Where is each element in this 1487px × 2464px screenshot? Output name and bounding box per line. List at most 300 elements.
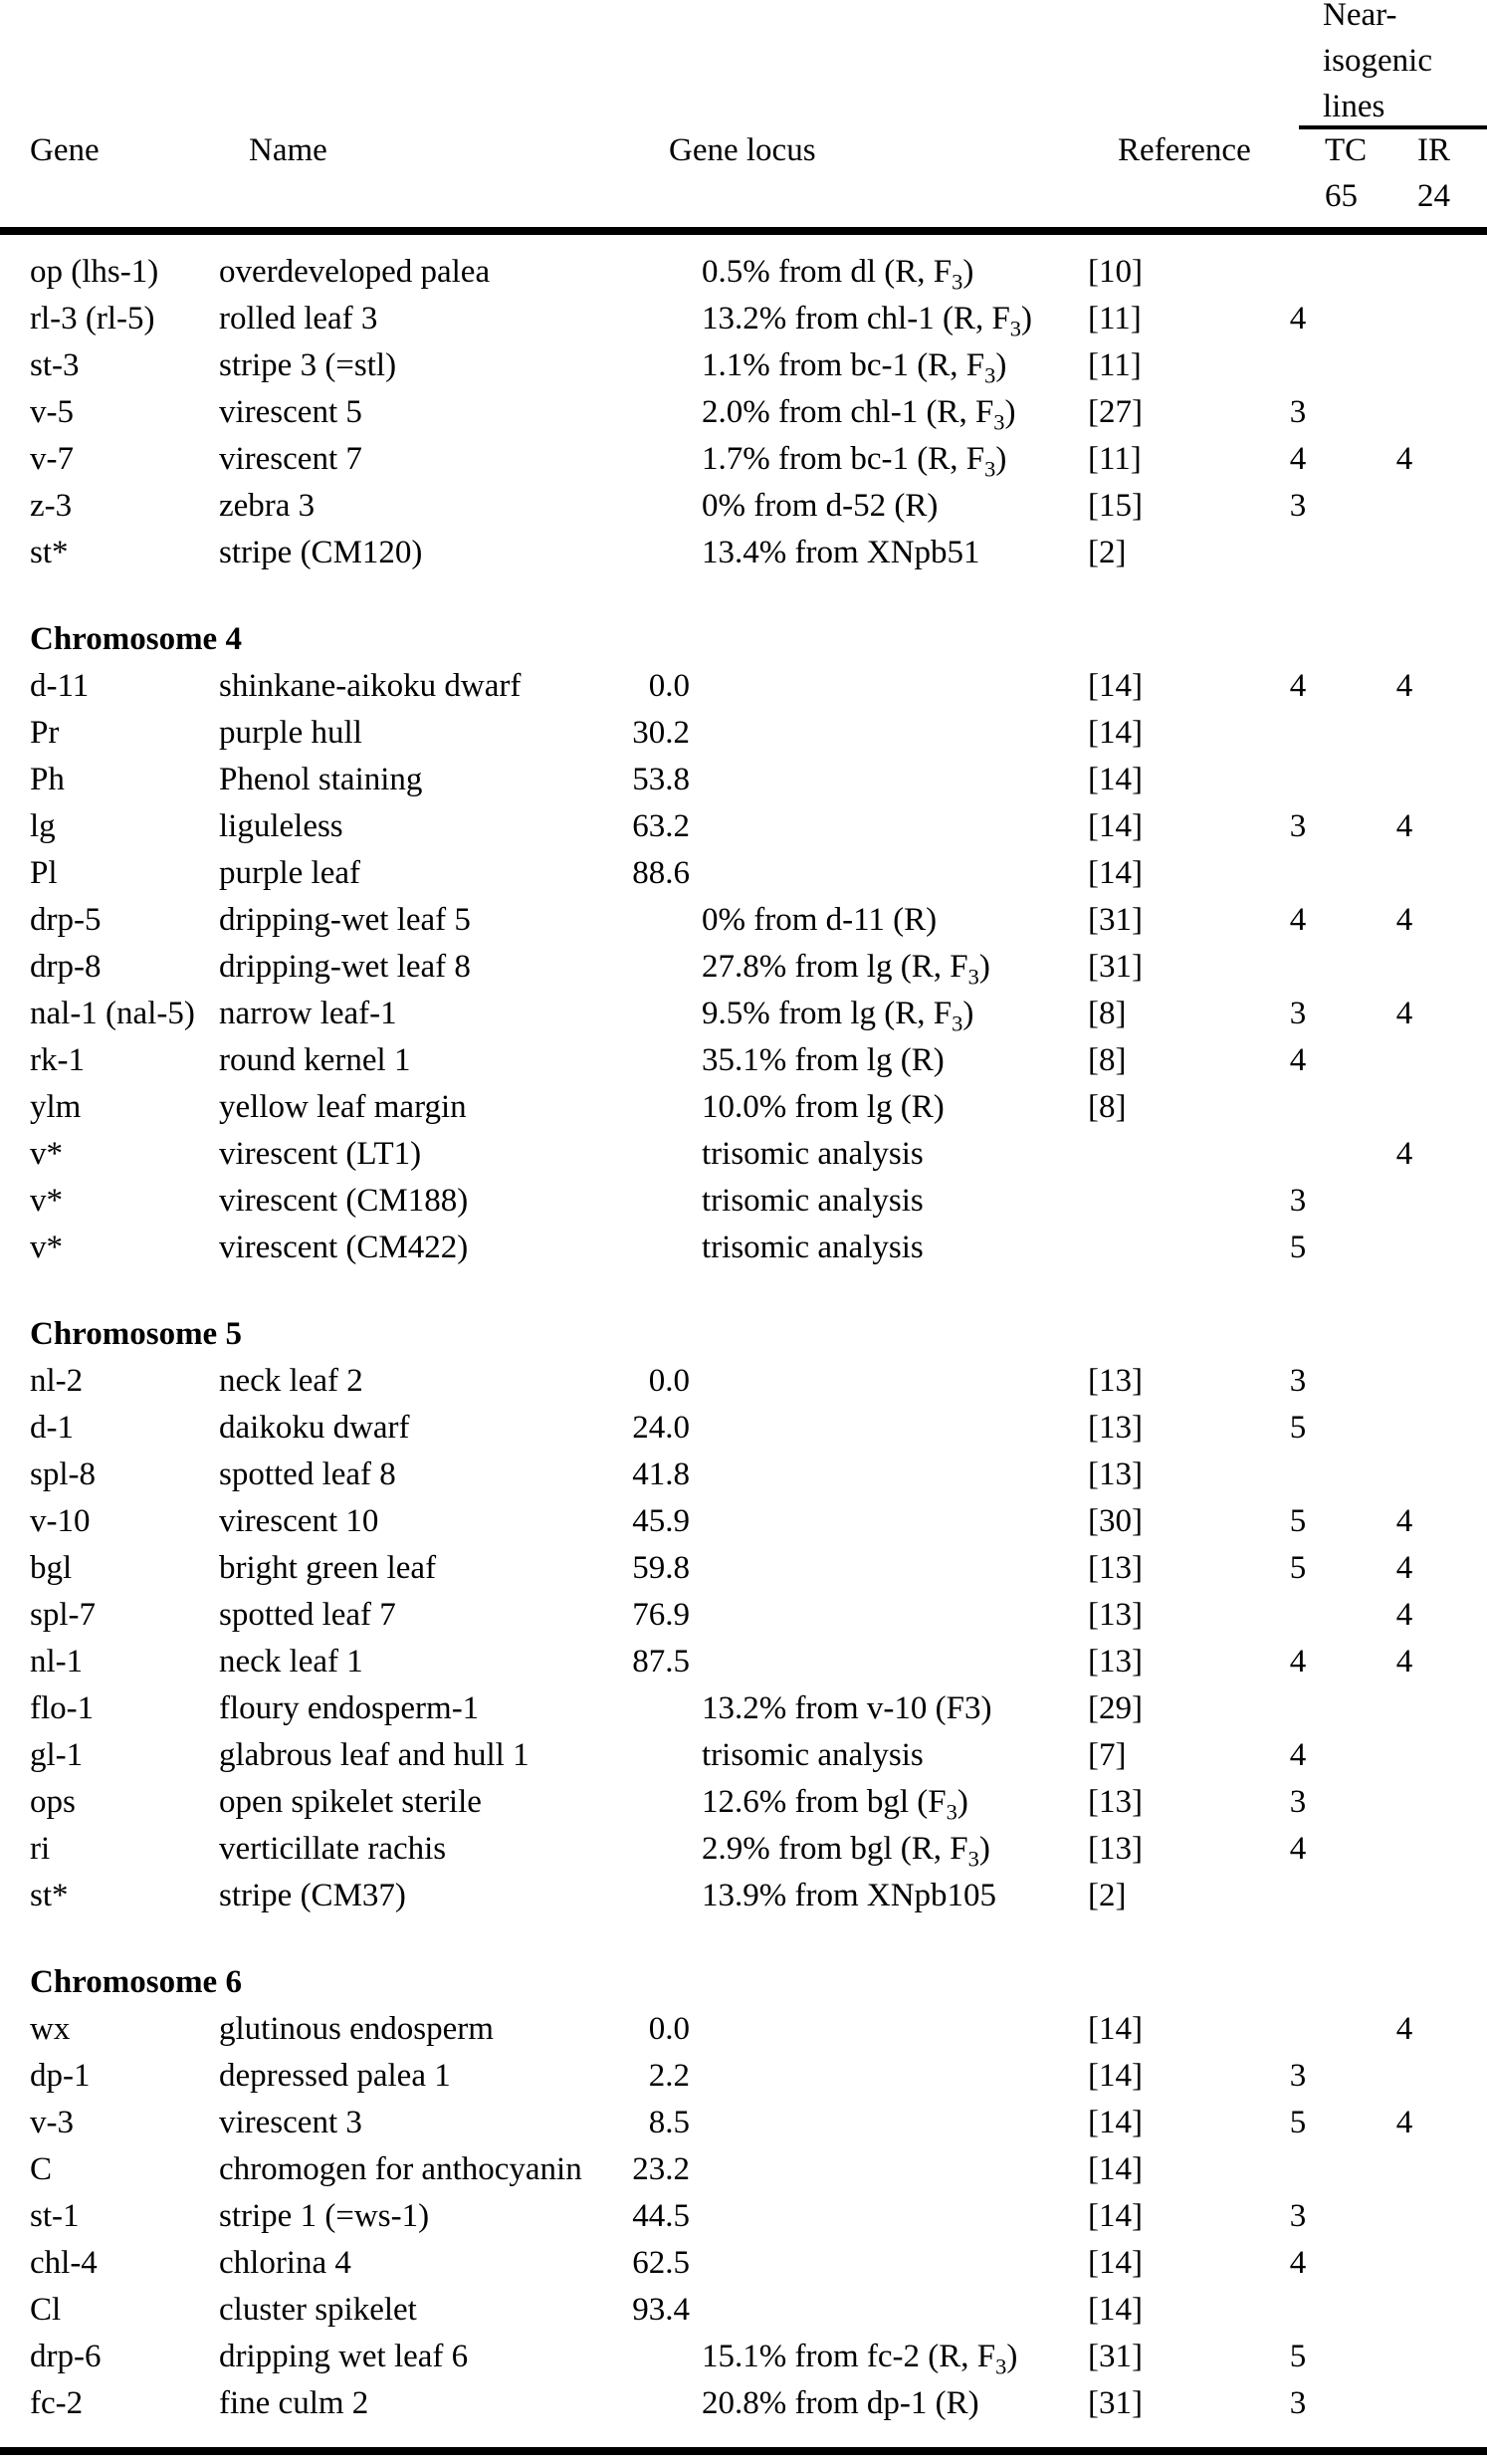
reference-cell: [8] [1088, 996, 1127, 1031]
name-cell: virescent (LT1) [219, 1136, 422, 1172]
ir24-cell [1352, 2287, 1457, 2334]
ir24-line-1: IR [1417, 132, 1450, 168]
locus-cell [607, 296, 1065, 342]
table-row [0, 1084, 1487, 1131]
table-row [0, 1452, 1487, 1498]
gene-cell: st* [30, 535, 69, 570]
tc65-cell: 5 [1289, 2105, 1307, 2140]
gene-cell: ylm [30, 1089, 82, 1125]
locus-cell [607, 2146, 1065, 2193]
ir24-cell [1352, 1358, 1457, 1405]
locus-map-position: 59.8 [632, 1550, 690, 1586]
table-row [0, 850, 1487, 897]
reference-cell: [31] [1088, 949, 1143, 985]
locus-cell [607, 1225, 1065, 1271]
locus-cell [607, 757, 1065, 803]
tc65-cell: 3 [1289, 1363, 1307, 1399]
locus-cell [607, 1498, 1065, 1545]
ir24-cell [1352, 944, 1457, 991]
reference-cell: [8] [1088, 1042, 1127, 1078]
column-header-gene: Gene [30, 132, 100, 168]
locus-linkage-text: 0% from d-11 (R) [702, 902, 938, 938]
ir24-cell [1352, 2146, 1457, 2193]
tc65-cell: 4 [1289, 1042, 1307, 1078]
locus-linkage-text: 12.6% from bgl $(F_3)$ [702, 1784, 968, 1825]
near-isogenic-line-1: Near- [1323, 0, 1397, 33]
table-row [0, 2146, 1487, 2193]
locus-cell [607, 436, 1065, 483]
name-cell: purple leaf [219, 855, 361, 891]
table-row [0, 2380, 1487, 2427]
reference-cell: [13] [1088, 1456, 1143, 1492]
tc65-cell: 4 [1289, 301, 1307, 336]
ir24-cell: 4 [1395, 1503, 1413, 1539]
tc65-cell: 5 [1289, 1410, 1307, 1446]
ir24-cell [1352, 1452, 1457, 1498]
tc65-line-1: TC [1325, 132, 1368, 168]
locus-cell [607, 710, 1065, 757]
table-row [0, 1178, 1487, 1225]
gene-cell: fc-2 [30, 2385, 84, 2421]
reference-cell: [13] [1088, 1550, 1143, 1586]
locus-linkage-text: trisomic analysis [702, 1737, 924, 1773]
locus-cell [607, 1178, 1065, 1225]
table-row [0, 1498, 1487, 1545]
gene-cell: st* [30, 1878, 69, 1913]
locus-linkage-text [690, 2058, 702, 2094]
name-cell: virescent (CM422) [219, 1230, 469, 1265]
header-separator-rule [0, 227, 1487, 235]
table-bottom-rule [0, 2447, 1487, 2455]
name-cell: virescent 10 [219, 1503, 379, 1539]
name-cell: neck leaf 1 [219, 1644, 363, 1680]
gene-cell: Pl [30, 855, 58, 891]
table-row [0, 2006, 1487, 2053]
gene-cell: v-7 [30, 441, 74, 477]
reference-cell: [13] [1088, 1784, 1143, 1820]
locus-map-position: 0.0 [648, 1363, 690, 1399]
ir24-cell [1352, 530, 1457, 576]
tc65-cell: 4 [1289, 902, 1307, 938]
tc65-cell: 4 [1289, 668, 1307, 704]
name-cell: glabrous leaf and hull 1 [219, 1737, 530, 1773]
near-isogenic-line-3: lines [1323, 89, 1385, 124]
reference-cell [1065, 1131, 1244, 1178]
name-cell: rolled leaf 3 [219, 301, 378, 336]
ir24-line-2: 24 [1417, 178, 1450, 214]
gene-cell: chl-4 [30, 2245, 98, 2281]
tc65-cell [1244, 1131, 1352, 1178]
tc65-cell: 3 [1289, 2198, 1307, 2234]
reference-cell: [2] [1088, 1878, 1127, 1913]
ir24-cell: 4 [1395, 1597, 1413, 1633]
name-cell: virescent 7 [219, 441, 362, 477]
table-row [0, 1873, 1487, 1919]
table-row [0, 389, 1487, 436]
table-row [0, 436, 1487, 483]
name-cell: chlorina 4 [219, 2245, 351, 2281]
reference-cell: [14] [1088, 2151, 1143, 2187]
ir24-cell [1352, 1084, 1457, 1131]
gene-cell: v-10 [30, 1503, 91, 1539]
locus-linkage-text [690, 1410, 702, 1446]
locus-map-position: 0.0 [648, 2011, 690, 2047]
ir24-cell [1352, 389, 1457, 436]
gene-cell: st-3 [30, 347, 80, 383]
locus-cell [607, 1405, 1065, 1452]
ir24-cell [1352, 1873, 1457, 1919]
reference-cell: [14] [1088, 762, 1143, 797]
name-cell: yellow leaf margin [219, 1089, 467, 1125]
column-header-gene-locus: Gene locus [669, 132, 816, 168]
ir24-cell: 4 [1395, 668, 1413, 704]
reference-cell: [10] [1088, 254, 1143, 290]
locus-cell [607, 2053, 1065, 2100]
table-row [0, 710, 1487, 757]
locus-linkage-text: trisomic analysis [702, 1136, 924, 1172]
reference-cell: [14] [1088, 2011, 1143, 2047]
name-cell: stripe (CM120) [219, 535, 423, 570]
tc65-cell [1244, 342, 1352, 389]
locus-linkage-text [690, 1363, 702, 1399]
tc65-cell: 5 [1289, 1230, 1307, 1265]
reference-cell: [13] [1088, 1644, 1143, 1680]
gene-cell: nl-1 [30, 1644, 84, 1680]
ir24-cell [1352, 1037, 1457, 1084]
reference-cell: [14] [1088, 715, 1143, 751]
tc65-cell: 3 [1289, 808, 1307, 844]
locus-linkage-text [690, 715, 702, 751]
locus-linkage-text: 20.8% from dp-1 (R) [702, 2385, 979, 2421]
ir24-cell [1352, 249, 1457, 296]
reference-cell: [14] [1088, 2058, 1143, 2094]
reference-cell: [7] [1088, 1737, 1127, 1773]
reference-cell: [2] [1088, 535, 1127, 570]
reference-cell: [29] [1088, 1690, 1143, 1726]
locus-map-position: 23.2 [632, 2151, 690, 2187]
locus-cell [607, 1826, 1065, 1873]
section-header: Chromosome 4 [30, 621, 242, 657]
locus-map-position: 53.8 [632, 762, 690, 797]
name-cell: verticillate rachis [219, 1831, 447, 1867]
gene-cell: gl-1 [30, 1737, 84, 1773]
column-header-tc65 [1325, 127, 1367, 219]
name-cell: depressed palea 1 [219, 2058, 451, 2094]
gene-cell: lg [30, 808, 56, 844]
table-row [0, 1732, 1487, 1779]
locus-cell [607, 389, 1065, 436]
tc65-cell: 5 [1289, 1503, 1307, 1539]
ir24-cell: 4 [1395, 902, 1413, 938]
locus-map-position: 45.9 [632, 1503, 690, 1539]
locus-cell [607, 2193, 1065, 2240]
locus-linkage-text: 0% from d-52 (R) [702, 488, 939, 524]
table-row [0, 2334, 1487, 2380]
ir24-cell: 4 [1395, 808, 1413, 844]
name-cell: fine culm 2 [219, 2385, 369, 2421]
tc65-cell [1244, 1084, 1352, 1131]
gene-cell: dp-1 [30, 2058, 91, 2094]
locus-cell [607, 1131, 1065, 1178]
table-row [0, 2053, 1487, 2100]
locus-linkage-text: 13.9% from XNpb105 [702, 1878, 997, 1913]
locus-linkage-text: 10.0% from lg (R) [702, 1089, 945, 1125]
locus-linkage-text: trisomic analysis [702, 1183, 924, 1219]
table-row [0, 1037, 1487, 1084]
tc65-cell [1244, 2006, 1352, 2053]
reference-cell: [13] [1088, 1597, 1143, 1633]
table-header [0, 0, 1487, 249]
table-row [0, 249, 1487, 296]
tc65-cell [1244, 850, 1352, 897]
gene-cell: drp-8 [30, 949, 102, 985]
locus-map-position: 41.8 [632, 1456, 690, 1492]
locus-linkage-text [690, 2198, 702, 2234]
reference-cell: [14] [1088, 808, 1143, 844]
locus-cell [607, 1358, 1065, 1405]
gene-cell: ri [30, 1831, 51, 1867]
locus-map-position: 24.0 [632, 1410, 690, 1446]
table-row [0, 2287, 1487, 2334]
ir24-cell [1352, 342, 1457, 389]
reference-cell: [11] [1088, 347, 1142, 383]
ir24-cell [1352, 483, 1457, 530]
table-row [0, 757, 1487, 803]
gene-cell: C [30, 2151, 53, 2187]
locus-cell [607, 1545, 1065, 1592]
locus-linkage-text [690, 2245, 702, 2281]
reference-cell: [27] [1088, 394, 1143, 430]
gene-cell: rl-3 (rl-5) [30, 301, 155, 336]
locus-map-position: 88.6 [632, 855, 690, 891]
name-cell: virescent (CM188) [219, 1183, 469, 1219]
gene-cell: Cl [30, 2292, 62, 2328]
ir24-cell [1352, 296, 1457, 342]
locus-linkage-text [690, 762, 702, 797]
locus-linkage-text: 1.7% from bc-1 (R, $F_3$) [702, 441, 1007, 482]
gene-cell: d-1 [30, 1410, 74, 1446]
name-cell: stripe 3 (=stl) [219, 347, 397, 383]
tc65-cell: 5 [1289, 1550, 1307, 1586]
reference-cell: [11] [1088, 441, 1142, 477]
name-cell: dripping-wet leaf 5 [219, 902, 471, 938]
tc65-cell: 3 [1289, 488, 1307, 524]
name-cell: narrow leaf-1 [219, 996, 397, 1031]
locus-linkage-text: 13.2% from v-10 (F3) [702, 1690, 992, 1726]
gene-cell: st-1 [30, 2198, 80, 2234]
locus-cell [607, 483, 1065, 530]
locus-cell [607, 2240, 1065, 2287]
locus-linkage-text: 13.4% from XNpb51 [702, 535, 980, 570]
name-cell: liguleless [219, 808, 343, 844]
gene-cell: z-3 [30, 488, 73, 524]
table-row [0, 1225, 1487, 1271]
tc65-cell [1244, 249, 1352, 296]
tc65-line-2: 65 [1325, 178, 1358, 214]
ir24-cell: 4 [1395, 1550, 1413, 1586]
reference-cell: [31] [1088, 902, 1143, 938]
locus-linkage-text: 1.1% from bc-1 (R, $F_3$) [702, 347, 1007, 388]
tc65-cell: 3 [1289, 1784, 1307, 1820]
name-cell: open spikelet sterile [219, 1784, 482, 1820]
reference-cell: [31] [1088, 2385, 1143, 2421]
gene-cell: spl-8 [30, 1456, 96, 1492]
locus-cell [607, 2006, 1065, 2053]
name-cell: Phenol staining [219, 762, 423, 797]
ir24-cell [1352, 1685, 1457, 1732]
gene-cell: wx [30, 2011, 71, 2047]
tc65-cell: 3 [1289, 996, 1307, 1031]
ir24-cell [1352, 2240, 1457, 2287]
locus-linkage-text [690, 1456, 702, 1492]
tc65-cell [1244, 757, 1352, 803]
table-body [0, 249, 1487, 2427]
locus-cell [607, 850, 1065, 897]
table-row [0, 897, 1487, 944]
tc65-cell [1244, 2146, 1352, 2193]
ir24-cell [1352, 2193, 1457, 2240]
ir24-cell [1352, 2380, 1457, 2427]
locus-map-position: 62.5 [632, 2245, 690, 2281]
tc65-cell [1244, 530, 1352, 576]
gene-cell: d-11 [30, 668, 90, 704]
locus-linkage-text: 35.1% from lg (R) [702, 1042, 945, 1078]
reference-cell: [31] [1088, 2339, 1143, 2374]
name-cell: virescent 5 [219, 394, 362, 430]
tc65-cell [1244, 1685, 1352, 1732]
name-cell: spotted leaf 7 [219, 1597, 396, 1633]
ir24-cell [1352, 1178, 1457, 1225]
locus-cell [607, 2287, 1065, 2334]
ir24-cell [1352, 1779, 1457, 1826]
locus-cell [607, 897, 1065, 944]
locus-cell [607, 2380, 1065, 2427]
table-row [0, 342, 1487, 389]
locus-cell [607, 803, 1065, 850]
locus-linkage-text: 0.5% from dl (R, $F_3$) [702, 254, 974, 295]
locus-map-position: 0.0 [648, 668, 690, 704]
gene-cell: Pr [30, 715, 60, 751]
name-cell: virescent 3 [219, 2105, 362, 2140]
locus-cell [607, 2334, 1065, 2380]
locus-linkage-text [690, 808, 702, 844]
ir24-cell [1352, 710, 1457, 757]
locus-cell [607, 1639, 1065, 1685]
name-cell: purple hull [219, 715, 362, 751]
name-cell: chromogen for anthocyanin [219, 2151, 582, 2187]
tc65-cell [1244, 710, 1352, 757]
ir24-cell: 4 [1395, 1644, 1413, 1680]
column-header-name: Name [249, 132, 327, 168]
locus-linkage-text [690, 1644, 702, 1680]
reference-cell: [8] [1088, 1089, 1127, 1125]
locus-cell [607, 1452, 1065, 1498]
name-cell: stripe (CM37) [219, 1878, 406, 1913]
reference-cell [1065, 1178, 1244, 1225]
reference-cell: [14] [1088, 855, 1143, 891]
locus-linkage-text: 13.2% from chl-1 (R, $F_3$) [702, 301, 1033, 341]
tc65-cell [1244, 1592, 1352, 1639]
name-cell: neck leaf 2 [219, 1363, 363, 1399]
locus-cell [607, 944, 1065, 991]
reference-cell: [15] [1088, 488, 1143, 524]
gene-cell: rk-1 [30, 1042, 85, 1078]
table-row [0, 1131, 1487, 1178]
tc65-cell: 4 [1289, 1831, 1307, 1867]
locus-map-position: 8.5 [648, 2105, 690, 2140]
ir24-cell [1352, 2053, 1457, 2100]
gene-cell: v-3 [30, 2105, 74, 2140]
locus-cell [607, 1084, 1065, 1131]
ir24-cell [1352, 1732, 1457, 1779]
ir24-cell [1352, 1826, 1457, 1873]
locus-cell [607, 1037, 1065, 1084]
table-row [0, 2100, 1487, 2146]
locus-linkage-text [690, 2105, 702, 2140]
reference-cell: [13] [1088, 1363, 1143, 1399]
locus-map-position: 30.2 [632, 715, 690, 751]
table-row [0, 803, 1487, 850]
name-cell: spotted leaf 8 [219, 1456, 396, 1492]
table-row [0, 2193, 1487, 2240]
reference-cell: [14] [1088, 668, 1143, 704]
name-cell: dripping-wet leaf 8 [219, 949, 471, 985]
table-row [0, 1779, 1487, 1826]
locus-cell [607, 991, 1065, 1037]
gene-cell: v* [30, 1230, 63, 1265]
table-row [0, 1639, 1487, 1685]
column-header-reference: Reference [1118, 132, 1251, 168]
locus-linkage-text [690, 855, 702, 891]
gene-cell: Ph [30, 762, 65, 797]
ir24-cell [1352, 1405, 1457, 1452]
table-row [0, 1405, 1487, 1452]
ir24-cell [1352, 1225, 1457, 1271]
table-row [0, 2240, 1487, 2287]
locus-map-position: 2.2 [648, 2058, 690, 2094]
ir24-cell: 4 [1395, 2011, 1413, 2047]
locus-linkage-text: 9.5% from lg (R, $F_3$) [702, 996, 974, 1036]
tc65-cell [1244, 2287, 1352, 2334]
tc65-cell [1244, 944, 1352, 991]
table-row [0, 944, 1487, 991]
locus-linkage-text [690, 1550, 702, 1586]
locus-linkage-text [690, 2011, 702, 2047]
gene-cell: drp-6 [30, 2339, 102, 2374]
locus-linkage-text: 27.8% from lg (R, $F_3$) [702, 949, 990, 990]
tc65-cell: 4 [1289, 2245, 1307, 2281]
near-isogenic-line-2: isogenic [1323, 43, 1432, 79]
name-cell: zebra 3 [219, 488, 316, 524]
locus-cell [607, 342, 1065, 389]
tc65-cell: 5 [1289, 2339, 1307, 2374]
gene-cell: ops [30, 1784, 76, 1820]
table-row [0, 1826, 1487, 1873]
locus-linkage-text: 15.1% from fc-2 (R, $F_3$) [702, 2339, 1018, 2379]
reference-cell: [14] [1088, 2198, 1143, 2234]
gene-cell: nl-2 [30, 1363, 84, 1399]
name-cell: cluster spikelet [219, 2292, 417, 2328]
locus-map-position: 93.4 [632, 2292, 690, 2328]
reference-cell: [13] [1088, 1831, 1143, 1867]
name-cell: dripping wet leaf 6 [219, 2339, 469, 2374]
locus-linkage-text [690, 1503, 702, 1539]
ir24-cell [1352, 2334, 1457, 2380]
locus-linkage-text: trisomic analysis [702, 1230, 924, 1265]
reference-cell: [30] [1088, 1503, 1143, 1539]
name-cell: floury endosperm-1 [219, 1690, 480, 1726]
locus-map-position: 44.5 [632, 2198, 690, 2234]
